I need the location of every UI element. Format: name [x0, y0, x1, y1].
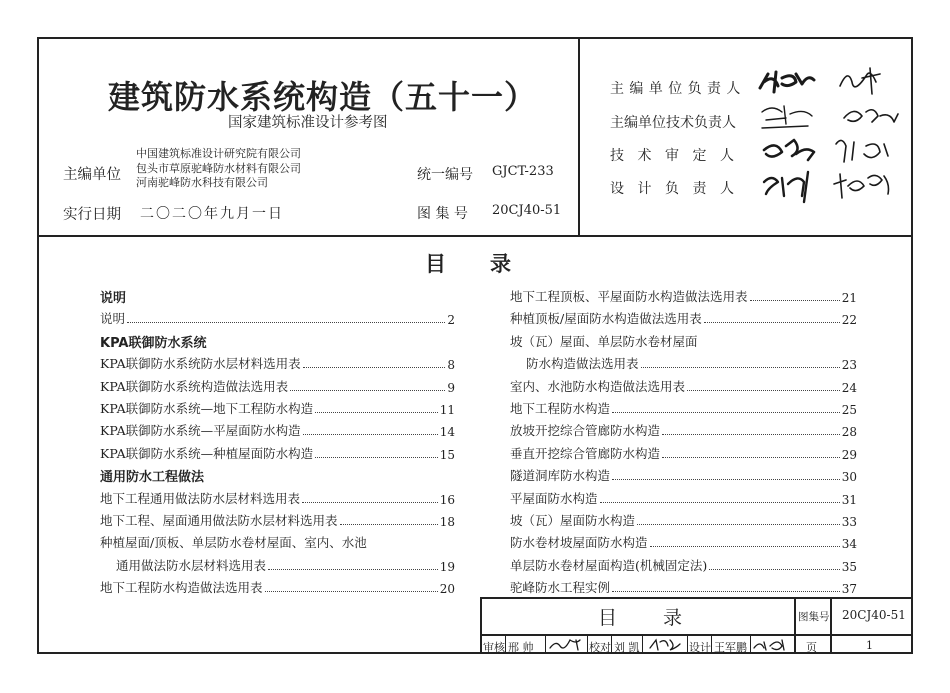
toc-page-number: 22 — [841, 313, 857, 328]
toc-entry[interactable] — [510, 574, 857, 596]
toc-entry-text: 平屋面防水构造 — [510, 490, 598, 506]
title-block-signatures — [546, 636, 796, 654]
toc-entry-text: KPA联御防水系统—平屋面防水构造 — [100, 423, 301, 439]
toc-page-number: 31 — [841, 492, 857, 507]
toc-entry-text: 防水卷材坡屋面防水构造 — [510, 535, 648, 551]
toc-entry[interactable] — [100, 373, 455, 395]
toc-entry-text: 种植顶板/屋面防水构造做法选用表 — [510, 311, 702, 327]
toc-leader-dots — [612, 412, 840, 413]
toc-page-number: 23 — [841, 358, 857, 373]
toc-entry[interactable] — [510, 440, 857, 462]
toc-entry[interactable] — [510, 462, 857, 484]
responsible-role-3: 技术审定人 — [610, 148, 748, 164]
toc-entry-text: 室内、水池防水构造做法选用表 — [510, 378, 686, 394]
unified-code: GJCT-233 — [492, 164, 554, 179]
toc-leader-dots — [662, 457, 840, 458]
toc-entry[interactable] — [526, 350, 857, 372]
toc-entry-text: 地下工程、屋面通用做法防水层材料选用表 — [100, 513, 338, 528]
header-vertical-divider — [578, 37, 580, 235]
toc-leader-dots — [265, 591, 438, 592]
document-title: 建筑防水系统构造（五十一） — [108, 78, 538, 116]
toc-entry[interactable] — [510, 395, 857, 417]
toc-entry-text: KPA联御防水系统防水层材料选用表 — [100, 356, 301, 372]
effective-date: 二〇二〇年九月一日 — [140, 206, 284, 222]
toc-page-number: 8 — [447, 358, 455, 373]
toc-entry[interactable] — [510, 305, 857, 327]
toc-entry-text: 通用做法防水层材料选用表 — [116, 557, 267, 573]
toc-entry-text: 地下工程通用做法防水层材料选用表 — [100, 490, 301, 506]
toc-leader-dots — [687, 390, 840, 391]
toc-page-number: 16 — [439, 492, 455, 507]
toc-page-number: 15 — [439, 447, 455, 462]
sheet-title — [598, 603, 682, 630]
toc-entry-line: 坡（瓦）屋面、单层防水卷材屋面 — [510, 333, 698, 349]
toc-entry-text: KPA联御防水系统—种植屋面防水构造 — [100, 445, 314, 461]
toc-leader-dots — [303, 367, 446, 368]
toc-leader-dots — [612, 479, 840, 480]
toc-page-number: 2 — [447, 313, 455, 328]
tb-check-label: 校对 — [589, 641, 611, 654]
toc-page-number: 20 — [439, 582, 455, 597]
tb-atlas-no-label: 图集号 — [798, 611, 830, 623]
sheet-title-char-2: 录 — [663, 607, 683, 629]
toc-entry[interactable] — [510, 485, 857, 507]
toc-page-number: 29 — [841, 447, 857, 462]
unified-code-label: 统一编号 — [417, 167, 473, 183]
toc-page-number: 11 — [439, 403, 455, 417]
toc-page-number: 9 — [447, 380, 455, 395]
toc-entry[interactable] — [510, 283, 857, 305]
toc-section-heading: KPA联御防水系统 — [100, 335, 207, 351]
toc-entry-text: 地下工程顶板、平屋面防水构造做法选用表 — [510, 289, 748, 304]
toc-leader-dots — [612, 591, 840, 592]
title-block-left — [480, 597, 482, 654]
editor-units — [136, 147, 301, 191]
toc-leader-dots — [315, 412, 438, 413]
editor-unit-label: 主编单位 — [63, 167, 121, 183]
toc-title — [425, 248, 555, 278]
atlas-no-label: 图 集 号 — [417, 206, 468, 222]
toc-entry[interactable] — [100, 485, 455, 507]
toc-entry[interactable] — [510, 507, 857, 529]
toc-leader-dots — [127, 322, 445, 323]
toc-section-heading: 通用防水工程做法 — [100, 470, 205, 486]
toc-entry[interactable] — [100, 574, 455, 596]
editor-unit-3: 河南驼峰防水科技有限公司 — [136, 176, 268, 189]
tb-atlas-no: 20CJ40-51 — [842, 608, 906, 622]
toc-page-number: 33 — [841, 515, 857, 529]
toc-leader-dots — [268, 569, 438, 570]
toc-title-char-2: 录 — [490, 252, 511, 276]
toc-leader-dots — [290, 390, 445, 391]
toc-entry-text: 垂直开挖综合管廊防水构造 — [510, 445, 661, 461]
tb-page-label: 页 — [806, 641, 817, 654]
tb-sep-1 — [505, 634, 506, 654]
toc-page-number: 28 — [841, 425, 857, 440]
toc-page-number: 34 — [841, 537, 857, 552]
toc-entry-text: KPA联御防水系统—地下工程防水构造 — [100, 401, 314, 416]
tb-design-name: 王军鹏 — [714, 641, 747, 654]
tb-page-number: 1 — [866, 639, 873, 652]
toc-entry[interactable] — [510, 417, 857, 439]
toc-leader-dots — [641, 367, 840, 368]
toc-entry-text: 地下工程防水构造 — [510, 401, 611, 416]
toc-page-number: 24 — [841, 380, 857, 395]
toc-leader-dots — [315, 457, 438, 458]
toc-leader-dots — [637, 524, 840, 525]
title-block-div2 — [830, 597, 832, 654]
sheet-title-char-1: 目 — [598, 607, 618, 629]
toc-entry[interactable] — [100, 440, 455, 462]
toc-entry-text: 单层防水卷材屋面构造(机械固定法) — [510, 557, 708, 573]
tb-review-label: 审核 — [483, 641, 505, 654]
toc-page-number: 18 — [439, 515, 455, 529]
toc-entry-text: 防水构造做法选用表 — [526, 356, 639, 372]
toc-leader-dots — [302, 502, 438, 503]
toc-entry[interactable] — [510, 373, 857, 395]
toc-entry[interactable] — [100, 350, 455, 372]
toc-entry[interactable] — [116, 552, 455, 574]
atlas-no: 20CJ40-51 — [492, 203, 562, 218]
toc-leader-dots — [662, 434, 840, 435]
toc-leader-dots — [303, 434, 438, 435]
toc-title-char-1: 目 — [425, 252, 446, 276]
toc-entry[interactable] — [100, 305, 455, 327]
toc-section-heading: 说明 — [100, 291, 127, 306]
toc-entry[interactable] — [100, 395, 455, 417]
title-block-top — [480, 597, 913, 599]
toc-page-number: 21 — [841, 291, 857, 305]
signature-graphics — [750, 60, 910, 210]
toc-page-number: 35 — [841, 559, 857, 574]
tb-design-label: 设计 — [689, 641, 711, 654]
effective-date-label: 实行日期 — [63, 207, 121, 223]
toc-page-number: 19 — [439, 559, 455, 574]
toc-page-number: 25 — [841, 403, 857, 417]
editor-unit-2: 包头市草原驼峰防水材料有限公司 — [136, 161, 301, 175]
toc-entry-text: 放坡开挖综合管廊防水构造 — [510, 423, 661, 439]
document-subtitle: 国家建筑标准设计参考图 — [228, 115, 388, 131]
toc-page-number: 37 — [841, 582, 857, 597]
toc-leader-dots — [709, 569, 839, 570]
toc-entry[interactable] — [510, 529, 857, 551]
toc-entry[interactable] — [100, 507, 455, 529]
toc-entry-text: 隧道洞库防水构造 — [510, 468, 611, 484]
header-divider — [37, 235, 913, 237]
tb-review-name: 邢 帅 — [508, 641, 534, 654]
toc-entry-text: KPA联御防水系统构造做法选用表 — [100, 378, 289, 394]
responsible-role-4: 设计负责人 — [610, 181, 748, 197]
toc-entry[interactable] — [100, 417, 455, 439]
toc-entry-text: 坡（瓦）屋面防水构造 — [510, 513, 636, 528]
toc-leader-dots — [340, 524, 438, 525]
toc-entry-text: 说明 — [100, 311, 126, 327]
toc-leader-dots — [750, 300, 840, 301]
toc-entry-text: 驼峰防水工程实例 — [510, 580, 611, 596]
toc-leader-dots — [650, 546, 840, 547]
toc-leader-dots — [600, 502, 840, 503]
tb-check-name: 刘 凯 — [614, 641, 640, 654]
toc-entry[interactable] — [510, 552, 857, 574]
toc-page-number: 14 — [439, 425, 455, 440]
editor-unit-1: 中国建筑标准设计研究院有限公司 — [136, 147, 301, 160]
toc-page-number: 30 — [841, 470, 857, 485]
toc-entry-text: 地下工程防水构造做法选用表 — [100, 580, 263, 596]
responsible-role-2: 主编单位技术负责人 — [610, 115, 736, 131]
toc-entry-line: 种植屋面/顶板、单层防水卷材屋面、室内、水池 — [100, 535, 367, 551]
toc-leader-dots — [704, 322, 840, 323]
responsible-role-1: 主编单位负责人 — [610, 81, 746, 97]
